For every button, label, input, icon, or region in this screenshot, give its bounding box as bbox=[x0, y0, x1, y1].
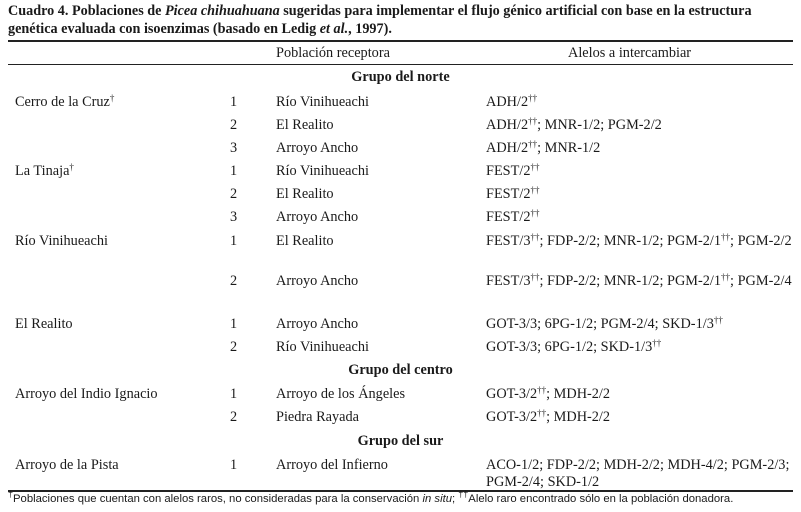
caption-text-mid: sugeridas para implementar el flujo génico artificial con base en la estructura genética evaluada con isoenzimas (basado en Ledig bbox=[8, 3, 752, 37]
order-number: 2 bbox=[230, 117, 238, 133]
caption-text-post: , 1997). bbox=[348, 21, 392, 37]
alleles-cell: ADH/2††; MNR-1/2 bbox=[486, 139, 601, 156]
alleles-text: FEST/2 bbox=[486, 209, 531, 225]
rare-mark: †† bbox=[530, 208, 540, 218]
receptor-name: El Realito bbox=[276, 117, 334, 133]
alleles-cell: ADH/2††; MNR-1/2; PGM-2/2 bbox=[486, 116, 662, 133]
table-caption bbox=[8, 2, 793, 38]
alleles-cell bbox=[486, 163, 540, 180]
footnote-text-2: Alelo raro encontrado sólo en la población donadora. bbox=[468, 493, 734, 505]
group-north: Grupo del norte bbox=[351, 69, 450, 85]
order-number: 2 bbox=[230, 186, 238, 202]
order-number: 1 bbox=[230, 163, 238, 179]
order-number: 2 bbox=[230, 409, 238, 425]
bottom-rule bbox=[8, 490, 793, 492]
order-number: 3 bbox=[230, 209, 238, 225]
receptor-name: El Realito bbox=[276, 186, 334, 202]
order-number: 2 bbox=[230, 273, 238, 289]
alleles-cell bbox=[486, 186, 540, 203]
rare-mark: †† bbox=[530, 162, 540, 172]
alleles-cell: GOT-3/2††; MDH-2/2 bbox=[486, 408, 611, 425]
footnote-in-situ: in situ bbox=[422, 493, 452, 505]
donor-name: Arroyo del Indio Ignacio bbox=[15, 386, 158, 402]
alleles-cell: GOT-3/3; 6PG-1/2; PGM-2/4; SKD-1/3†† bbox=[486, 315, 723, 332]
footnote-text-1: Poblaciones que cuentan con alelos raros, no consideradas para la conservación bbox=[13, 493, 420, 505]
caption-etal: et al. bbox=[319, 21, 349, 37]
header-receptor: Población receptora bbox=[276, 45, 390, 61]
alleles-cell: FEST/3††; FDP-2/2; MNR-1/2; PGM-2/1††; PGM-2/4 bbox=[486, 272, 792, 289]
order-number: 1 bbox=[230, 94, 238, 110]
header-rule bbox=[8, 64, 793, 65]
alleles-text: FEST/2 bbox=[486, 186, 531, 202]
receptor-name: Río Vinihueachi bbox=[276, 94, 369, 110]
rare-mark: †† bbox=[528, 93, 538, 103]
alleles-cell bbox=[486, 209, 540, 226]
receptor-name: Arroyo Ancho bbox=[276, 140, 359, 156]
donor-name: Arroyo de la Pista bbox=[15, 457, 119, 473]
order-number: 1 bbox=[230, 386, 238, 402]
top-rule bbox=[8, 40, 793, 42]
rare-mark: †† bbox=[530, 185, 540, 195]
alleles-cell: GOT-3/2††; MDH-2/2 bbox=[486, 385, 611, 402]
header-alleles: Alelos a intercambiar bbox=[568, 45, 692, 61]
alleles-cell: GOT-3/3; 6PG-1/2; SKD-1/3†† bbox=[486, 338, 662, 355]
alleles-cell bbox=[486, 94, 537, 111]
group-south: Grupo del sur bbox=[357, 433, 444, 449]
receptor-name: Arroyo Ancho bbox=[276, 273, 359, 289]
donor-cell bbox=[15, 94, 114, 111]
receptor-name: Piedra Rayada bbox=[276, 409, 359, 425]
order-number: 1 bbox=[230, 457, 238, 473]
alleles-text: FEST/2 bbox=[486, 163, 531, 179]
caption-species: Picea chihuahuana bbox=[165, 3, 280, 19]
group-center: Grupo del centro bbox=[348, 362, 453, 378]
donor-name: La Tinaja bbox=[15, 163, 70, 179]
receptor-name: Río Vinihueachi bbox=[276, 163, 369, 179]
footnote-mark: †† bbox=[458, 489, 469, 499]
donor-name: Río Vinihueachi bbox=[15, 233, 108, 249]
caption-label: Cuadro 4. bbox=[8, 3, 69, 19]
order-number: 1 bbox=[230, 233, 238, 249]
order-number: 1 bbox=[230, 316, 238, 332]
footnote-separator: ; bbox=[452, 493, 459, 505]
table-footnote bbox=[8, 489, 734, 505]
donor-name: El Realito bbox=[15, 316, 73, 332]
alleles-text: ADH/2 bbox=[486, 94, 529, 110]
receptor-name: Arroyo de los Ángeles bbox=[276, 386, 406, 402]
donor-name: Cerro de la Cruz bbox=[15, 94, 110, 110]
receptor-name: Arroyo Ancho bbox=[276, 316, 359, 332]
alleles-cell: FEST/3††; FDP-2/2; MNR-1/2; PGM-2/1††; PGM-2/2 bbox=[486, 232, 792, 249]
receptor-name: Río Vinihueachi bbox=[276, 339, 369, 355]
order-number: 2 bbox=[230, 339, 238, 355]
receptor-name: El Realito bbox=[276, 233, 334, 249]
rare-mark: † bbox=[109, 93, 115, 103]
receptor-name: Arroyo Ancho bbox=[276, 209, 359, 225]
order-number: 3 bbox=[230, 140, 238, 156]
alleles-cell: ACO-1/2; FDP-2/2; MDH-2/2; MDH-4/2; PGM-2/3; PGM-2/4; SKD-1/2 bbox=[486, 457, 790, 490]
donor-cell bbox=[15, 163, 74, 180]
caption-text-pre: Poblaciones de bbox=[72, 3, 162, 19]
rare-mark: † bbox=[69, 162, 74, 172]
footnote-mark: † bbox=[8, 489, 14, 499]
receptor-name: Arroyo del Infierno bbox=[276, 457, 388, 473]
